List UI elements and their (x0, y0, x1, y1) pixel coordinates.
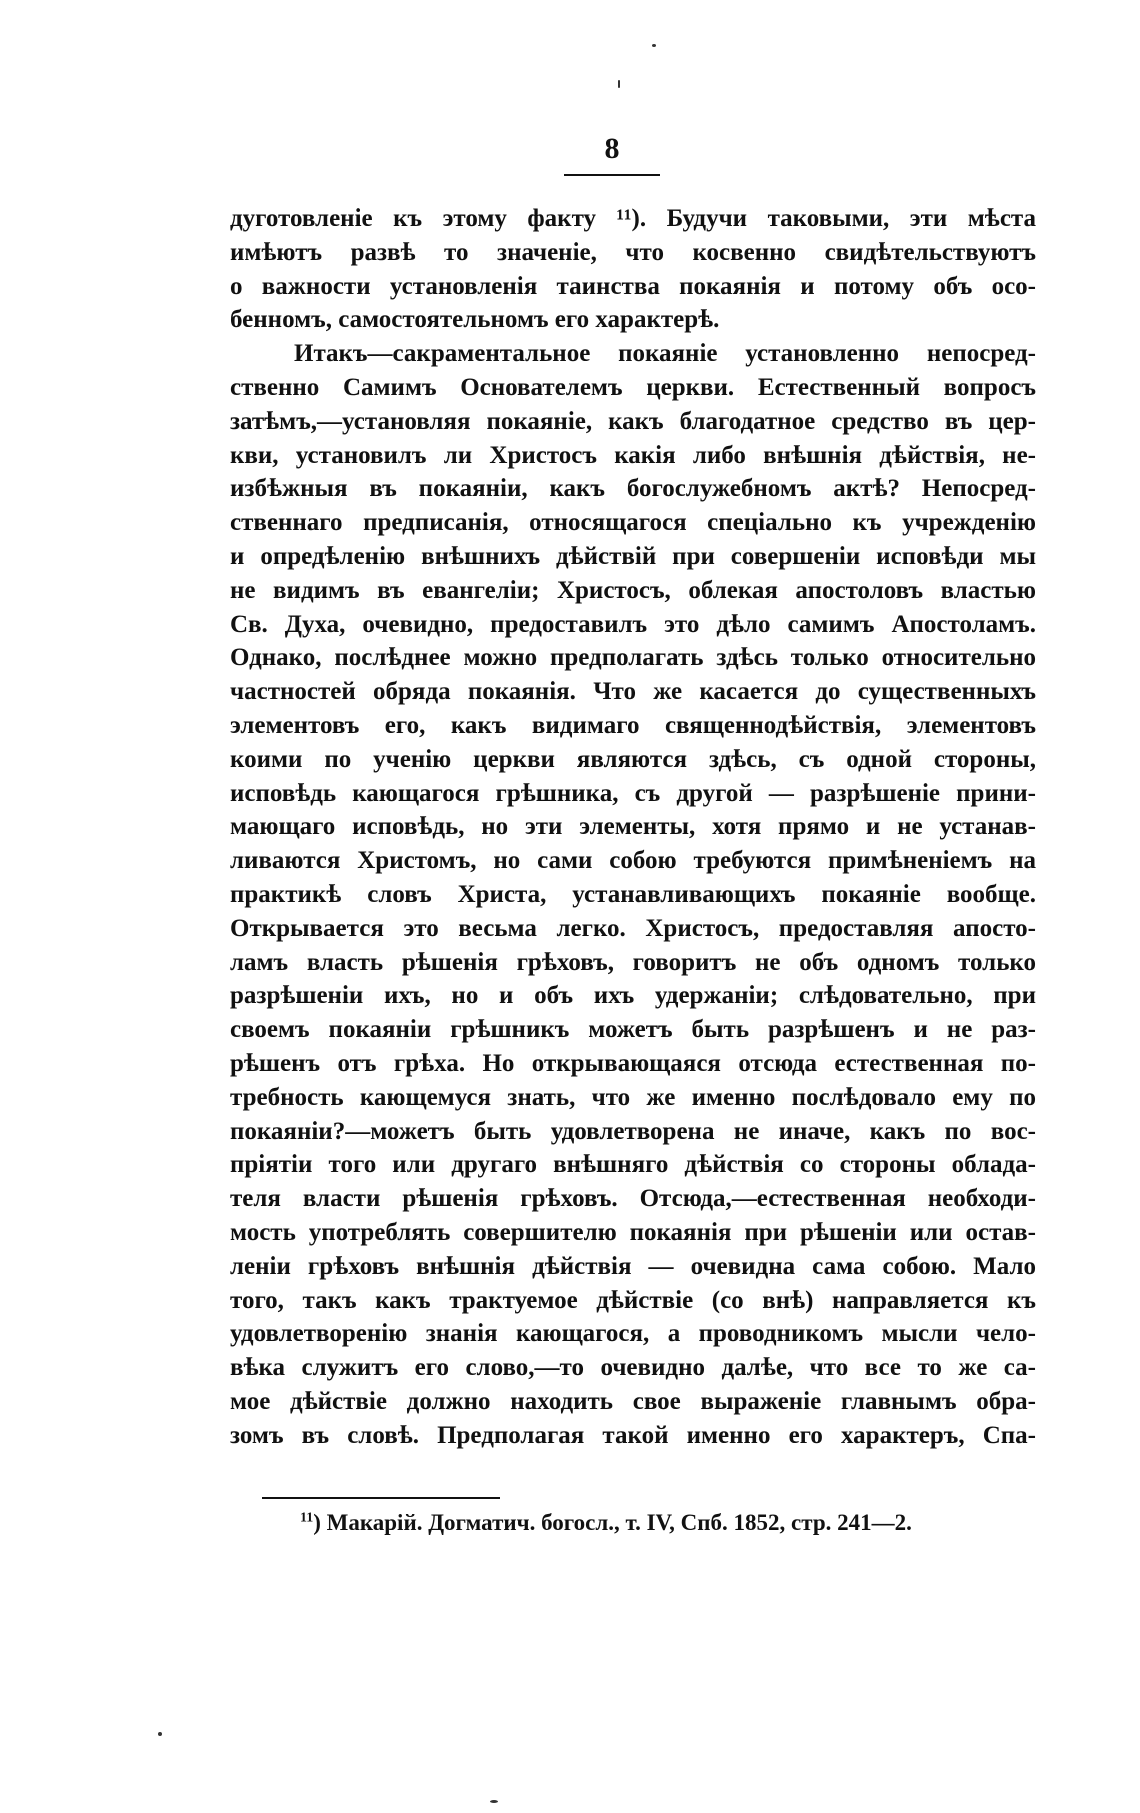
text-line: Св. Духа, очевидно, предоставилъ это дѣло самимъ Апостоламъ. (230, 610, 1036, 638)
text-line: зомъ въ словѣ. Предполагая такой именно его характеръ, Спа- (230, 1421, 1036, 1449)
text-line: удовлетворенію знанія кающагося, а проводникомъ мысли чело- (230, 1320, 1036, 1348)
text-line: избѣжныя въ покаяніи, какъ богослужебномъ актѣ? Непосред- (230, 475, 1036, 503)
text-line: мость употреблять совершителю покаянія при рѣшеніи или остав- (230, 1218, 1036, 1246)
text-line: о важности установленія таинства покаянія и потому объ осо- (230, 272, 1036, 300)
text-line: Итакъ—сакраментальное покаяніе установленно непосред- (294, 340, 1036, 368)
text-line: элементовъ его, какъ видимаго священнодѣйствія, элементовъ (230, 711, 1036, 739)
body-text (230, 202, 1036, 1452)
text-line: мающаго исповѣдь, но эти элементы, хотя прямо и не устанав- (230, 813, 1036, 841)
page-number: 8 (604, 132, 620, 165)
scan-speck (158, 1732, 162, 1736)
text-line: Открывается это весьма легко. Христосъ, предоставляя апосто- (230, 914, 1036, 942)
text-line: частностей обряда покаянія. Что же касается до существенныхъ (230, 678, 1036, 706)
footnote (300, 1510, 912, 1536)
text-line: покаяніи?—можетъ быть удовлетворена не иначе, какъ по вос- (230, 1117, 1036, 1145)
text-line: ственнаго предписанія, относящагося спеціально къ учрежденію (230, 509, 1036, 537)
text-line: и опредѣленію внѣшнихъ дѣйствій при совершеніи исповѣди мы (230, 542, 1036, 570)
text-line: разрѣшеніи ихъ, но и объ ихъ удержаніи; слѣдовательно, при (230, 982, 1036, 1010)
text-line: затѣмъ,—установляя покаяніе, какъ благодатное средство въ цер- (230, 407, 1036, 435)
text-line: бенномъ, самостоятельномъ его характерѣ. (230, 306, 720, 334)
text-line: практикѣ словъ Христа, устанавливающихъ покаяніе вообще. (230, 880, 1036, 908)
text-line: теля власти рѣшенія грѣховъ. Отсюда,—естественная необходи- (230, 1185, 1036, 1213)
text-line: того, такъ какъ трактуемое дѣйствіе (со внѣ) направляется къ (230, 1286, 1036, 1314)
text-line: леніи грѣховъ внѣшнія дѣйствія — очевидна сама собою. Мало (230, 1252, 1036, 1280)
text-line: вѣка служитъ его слово,—то очевидно далѣе, что все то же са- (230, 1354, 1036, 1382)
scan-speck (490, 1800, 498, 1803)
footnote-text: ) Макарій. Догматич. богосл., т. IV, Спб. 1852, стр. 241—2. (313, 1510, 912, 1535)
scan-speck (652, 44, 656, 47)
text-line: ламъ власть рѣшенія грѣховъ, говоритъ не объ одномъ только (230, 948, 1036, 976)
text-line: исповѣдь кающагося грѣшника, съ другой — разрѣшеніе прини- (230, 779, 1036, 807)
text-line: мое дѣйствіе должно находить свое выраженіе главнымъ обра- (230, 1387, 1036, 1415)
footnote-rule (262, 1497, 500, 1499)
text-line: Однако, послѣднее можно предполагать здѣсь только относительно (230, 644, 1036, 672)
text-line: ливаются Христомъ, но сами собою требуются примѣненіемъ на (230, 847, 1036, 875)
text-line: дуготовленіе къ этому факту ¹¹). Будучи таковыми, эти мѣста (230, 205, 1036, 232)
footnote-marker: 11 (300, 1510, 314, 1526)
text-line: рѣшенъ отъ грѣха. Но открывающаяся отсюда естественная по- (230, 1049, 1036, 1077)
page-number-rule (564, 174, 660, 176)
text-line: кви, установилъ ли Христосъ какія либо внѣшнія дѣйствія, не- (230, 441, 1036, 469)
text-line: имѣютъ развѣ то значеніе, что косвенно свидѣтельствуютъ (230, 238, 1036, 266)
text-line: своемъ покаяніи грѣшникъ можетъ быть разрѣшенъ и не раз- (230, 1016, 1036, 1044)
text-line: не видимъ въ евангеліи; Христосъ, облекая апостоловъ властью (230, 576, 1036, 604)
text-line: ственно Самимъ Основателемъ церкви. Естественный вопросъ (230, 373, 1036, 401)
scan-speck (618, 80, 620, 88)
text-line: требность кающемуся знать, что же именно послѣдовало ему по (230, 1083, 1036, 1111)
text-line: коими по ученію церкви являются здѣсь, съ одной стороны, (230, 745, 1036, 773)
text-line: пріятіи того или другаго внѣшняго дѣйствія со стороны облада- (230, 1151, 1036, 1179)
